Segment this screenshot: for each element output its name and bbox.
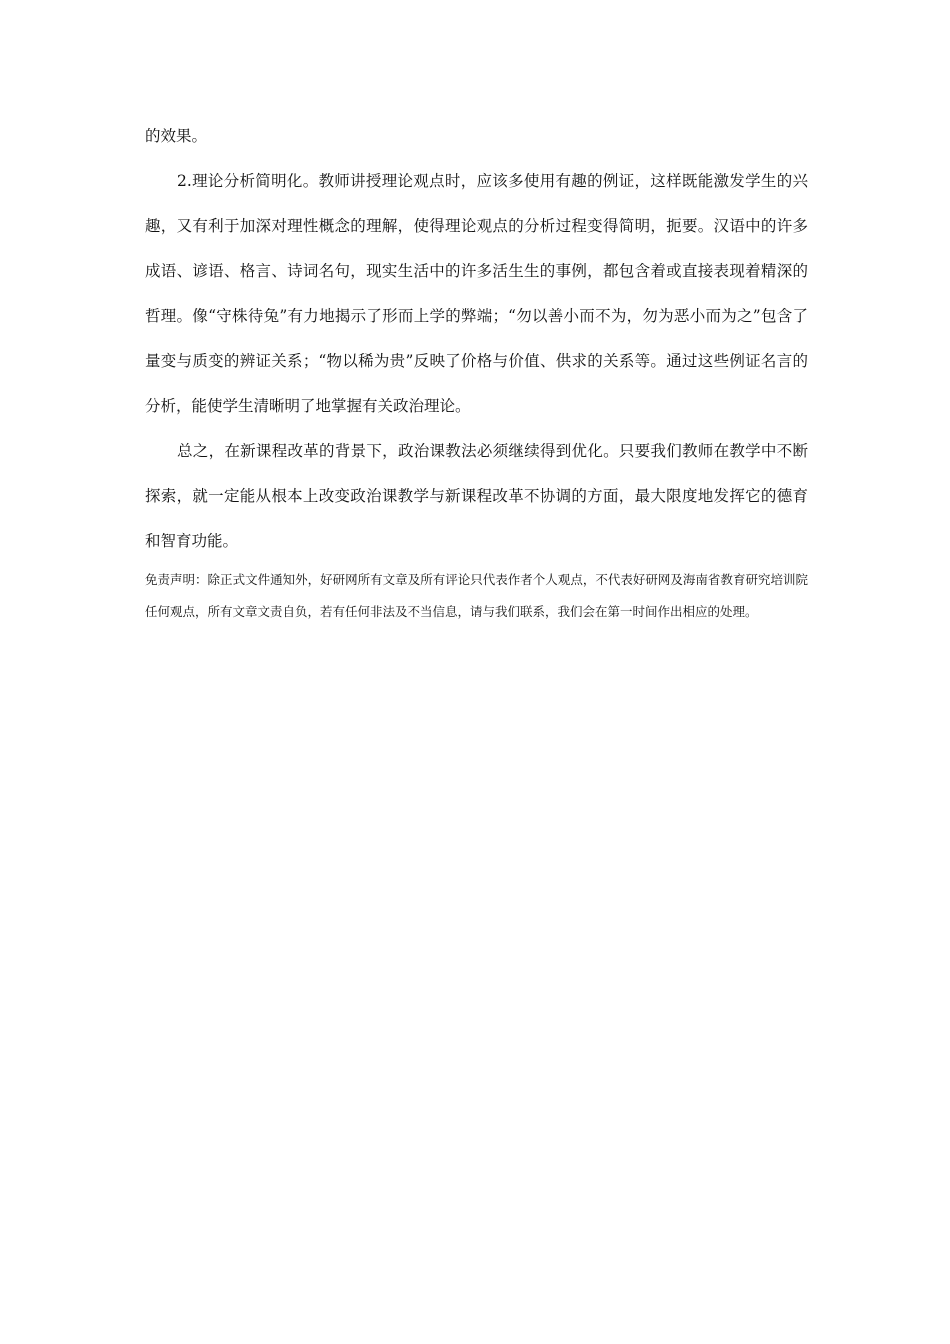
paragraph-continuation: 的效果。	[145, 127, 208, 145]
paragraph-theory-analysis: 2.理论分析简明化。教师讲授理论观点时，应该多使用有趣的例证，这样既能激发学生的兴趣，又有利于加深对理性概念的理解，使得理论观点的分析过程变得简明，扼要。汉语中的许多成语、谚语、格言、诗词名句，现实生活中的许多活生生的事例，都包含着或直接表现着精深的哲理。像“守株待兔”有力地揭示了形而上学的弊端；“勿以善小而不为，勿为恶小而为之”包含了量变与质变的辨证关系；“物以稀为贵”反映了价格与价值、供求的关系等。通过这些例证名言的分析，能使学生清晰明了地掌握有关政治理论。	[145, 172, 808, 415]
document-body	[145, 114, 808, 627]
paragraph-conclusion: 总之，在新课程改革的背景下，政治课教法必须继续得到优化。只要我们教师在教学中不断探索，就一定能从根本上改变政治课教学与新课程改革不协调的方面，最大限度地发挥它的德育和智育功能。	[145, 442, 808, 550]
disclaimer-text: 免责声明：除正式文件通知外，好研网所有文章及所有评论只代表作者个人观点，不代表好研网及海南省教育研究培训院任何观点，所有文章文责自负，若有任何非法及不当信息，请与我们联系，我们会在第一时间作出相应的处理。	[145, 572, 808, 619]
